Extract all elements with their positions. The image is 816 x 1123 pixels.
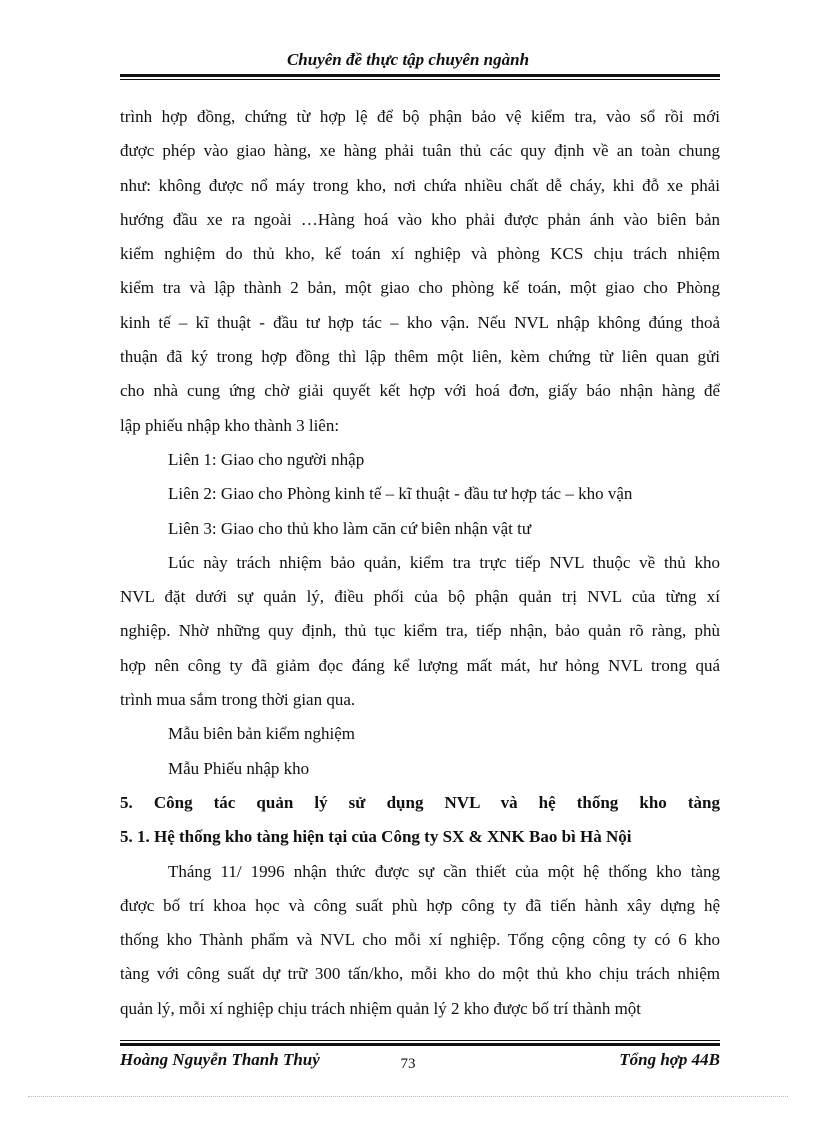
text-line: tàng với công suất dự trữ 300 tấn/kho, mỗi kho do một thủ kho chịu trách nhiệm bbox=[120, 964, 720, 984]
text-line: trình mua sắm trong thời gian qua. bbox=[120, 690, 356, 710]
text-line: kiểm nghiệm do thủ kho, kế toán xí nghiệp và phòng KCS chịu trách nhiệm bbox=[120, 244, 720, 264]
text-line: trình hợp đồng, chứng từ hợp lệ để bộ phận bảo vệ kiểm tra, vào sổ rồi mới bbox=[120, 107, 720, 126]
text-line: thuận đã ký trong hợp đồng thì lập thêm một liên, kèm chứng từ liên quan gửi bbox=[120, 347, 720, 367]
text-line: hợp nên công ty đã giảm đọc đáng kể lượng mất mát, hư hỏng NVL trong quá bbox=[120, 655, 720, 675]
text-line: được phép vào giao hàng, xe hàng phải tuân thủ các quy định về an toàn chung bbox=[120, 141, 720, 161]
footer-rule-thin bbox=[120, 1040, 720, 1041]
text-line: Tháng 11/ 1996 nhận thức được sự cần thiết của một hệ thống kho tàng bbox=[168, 861, 720, 881]
header-rule-thin bbox=[120, 79, 720, 80]
text-line: Liên 1: Giao cho người nhập bbox=[168, 449, 365, 469]
text-line: Liên 3: Giao cho thủ kho làm căn cứ biên nhận vật tư bbox=[168, 518, 532, 538]
text-line: kiểm tra và lập thành 2 bản, một giao cho phòng kế toán, một giao cho Phòng bbox=[120, 278, 720, 298]
footer-rule-thick bbox=[120, 1043, 720, 1046]
text-line: như: không được nổ máy trong kho, nơi chứa nhiều chất dễ cháy, khi đỗ xe phải bbox=[120, 175, 720, 195]
text-line: được bố trí khoa học và công suất phù hợp công ty đã tiến hành xây dựng hệ bbox=[120, 895, 720, 915]
header-rule-thick bbox=[120, 74, 720, 77]
footer-author: Hoàng Nguyễn Thanh Thuỷ bbox=[120, 1050, 320, 1069]
page-header-title: Chuyên đề thực tập chuyên ngành bbox=[286, 50, 530, 69]
page-number: 73 bbox=[400, 1056, 416, 1072]
text-line: kinh tế – kĩ thuật - đầu tư hợp tác – kho vận. Nếu NVL nhập không đúng thoả bbox=[120, 312, 720, 332]
text-line: Mẫu Phiếu nhập kho bbox=[168, 758, 310, 778]
document-body bbox=[120, 100, 720, 1026]
text-line: thống kho Thành phẩm và NVL cho mỗi xí nghiệp. Tổng cộng công ty có 6 kho bbox=[120, 930, 720, 950]
page-edge-divider bbox=[28, 1096, 788, 1097]
text-line: Liên 2: Giao cho Phòng kinh tế – kĩ thuật - đầu tư hợp tác – kho vận bbox=[168, 484, 633, 504]
text-line: lập phiếu nhập kho thành 3 liên: bbox=[120, 415, 340, 435]
text-line: cho nhà cung ứng chờ giải quyết kết hợp với hoá đơn, giấy báo nhận hàng để bbox=[120, 381, 720, 401]
text-line: nghiệp. Nhờ những quy định, thủ tục kiểm tra, tiếp nhận, bảo quản rõ ràng, phù bbox=[120, 621, 720, 641]
footer-class-name: Tổng hợp 44B bbox=[619, 1050, 720, 1069]
text-line: hướng đầu xe ra ngoài …Hàng hoá vào kho phải được phản ánh vào biên bản bbox=[120, 209, 720, 229]
text-line: quản lý, mỗi xí nghiệp chịu trách nhiệm quản lý 2 kho được bố trí thành một bbox=[120, 998, 642, 1018]
section-heading: 5. 1. Hệ thống kho tàng hiện tại của Công ty SX & XNK Bao bì Hà Nội bbox=[120, 827, 632, 847]
text-line: Mẫu biên bản kiểm nghiệm bbox=[168, 724, 355, 744]
text-line: NVL đặt dưới sự quản lý, điều phối của bộ phận quản trị NVL của từng xí bbox=[120, 587, 720, 607]
section-heading: 5. Công tác quản lý sử dụng NVL và hệ thống kho tàng bbox=[120, 792, 720, 812]
text-line: Lúc này trách nhiệm bảo quản, kiểm tra trực tiếp NVL thuộc về thủ kho bbox=[168, 552, 720, 572]
